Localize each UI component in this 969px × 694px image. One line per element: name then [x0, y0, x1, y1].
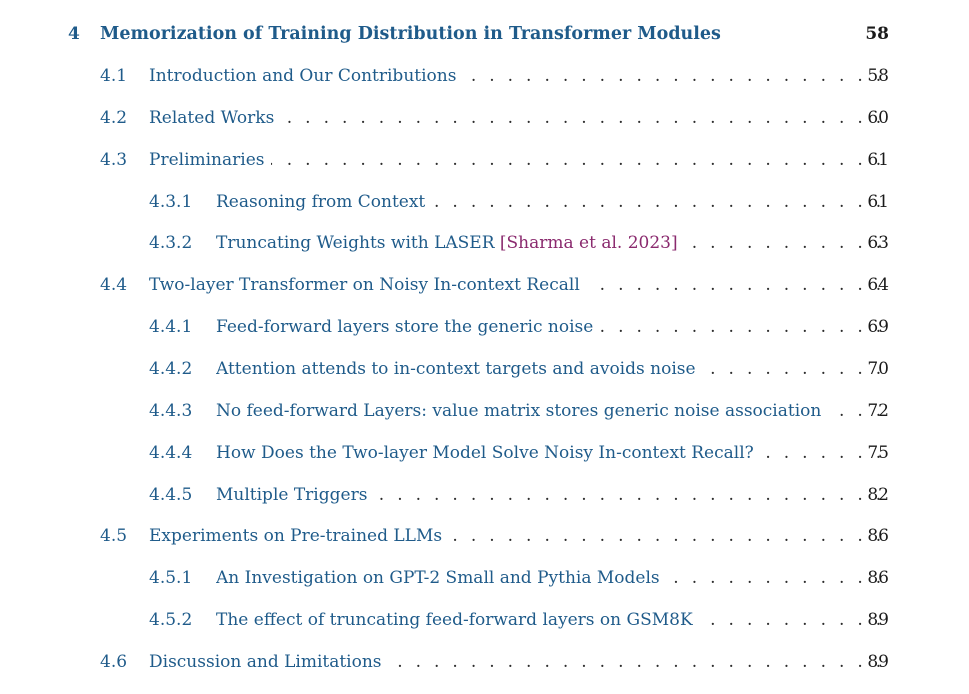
toc-entry-section[interactable]: [0, 521, 969, 551]
toc-entry-title[interactable]: Feed-forward layers store the generic noise: [216, 317, 594, 337]
toc-entry-number: 4.5.2: [149, 610, 193, 630]
citation-link[interactable]: [Sharma et al. 2023]: [499, 233, 678, 253]
dot-leader: [373, 485, 885, 505]
dot-leader: [462, 66, 885, 86]
toc-entry-subsection[interactable]: [0, 354, 969, 384]
toc-entry-page[interactable]: 86: [867, 568, 889, 588]
dot-leader: [431, 192, 885, 212]
toc-entry-title[interactable]: Attention attends to in-context targets and avoids noise: [216, 359, 696, 379]
toc-entry-page[interactable]: 72: [867, 401, 889, 421]
toc-entry-title[interactable]: Discussion and Limitations: [149, 652, 382, 672]
toc-entry-title[interactable]: Experiments on Pre-trained LLMs: [149, 526, 443, 546]
toc-entry-subsection[interactable]: [0, 605, 969, 635]
toc-entry-number: 4: [68, 24, 80, 44]
toc-entry-chapter-4[interactable]: [0, 19, 969, 49]
toc-entry-number: 4.3.2: [149, 233, 193, 253]
toc-entry-subsection[interactable]: [0, 396, 969, 426]
toc-entry-number: 4.5: [100, 526, 128, 546]
toc-entry-number: 4.5.1: [149, 568, 193, 588]
toc-entry-title[interactable]: Related Works: [149, 108, 275, 128]
toc-entry-number: 4.3: [100, 150, 128, 170]
toc-entry-title[interactable]: [216, 233, 684, 253]
toc-entry-page[interactable]: 58: [867, 66, 889, 86]
toc-entry-page[interactable]: 70: [867, 359, 889, 379]
toc-entry-number: 4.4.2: [149, 359, 193, 379]
toc-entry-title[interactable]: Two-layer Transformer on Noisy In-context Recall: [149, 275, 580, 295]
toc-entry-number: 4.3.1: [149, 192, 193, 212]
toc-entry-number: 4.4.5: [149, 485, 193, 505]
toc-entry-page[interactable]: 89: [867, 652, 889, 672]
toc-entry-page[interactable]: 89: [867, 610, 889, 630]
dot-leader: [448, 526, 885, 546]
toc-entry-page[interactable]: 61: [867, 150, 889, 170]
toc-entry-section[interactable]: [0, 61, 969, 91]
toc-entry-page[interactable]: 58: [865, 24, 889, 44]
toc-entry-page[interactable]: 60: [867, 108, 889, 128]
dot-leader: [599, 317, 885, 337]
toc-entry-number: 4.1: [100, 66, 128, 86]
toc-entry-subsection[interactable]: [0, 228, 969, 258]
toc-entry-subsection[interactable]: [0, 563, 969, 593]
toc-entry-page[interactable]: 64: [867, 275, 889, 295]
toc-entry-page[interactable]: 61: [867, 192, 889, 212]
toc-entry-title[interactable]: No feed-forward Layers: value matrix stores generic noise association: [216, 401, 822, 421]
toc-entry-page[interactable]: 69: [867, 317, 889, 337]
toc-entry-number: 4.4.3: [149, 401, 193, 421]
dot-leader: [388, 652, 885, 672]
toc-entry-number: 4.4.1: [149, 317, 193, 337]
toc-entry-title[interactable]: An Investigation on GPT-2 Small and Pythia Models: [216, 568, 660, 588]
toc-entry-title[interactable]: Reasoning from Context: [216, 192, 426, 212]
toc-entry-section[interactable]: [0, 647, 969, 677]
toc-entry-number: 4.4: [100, 275, 128, 295]
toc-entry-page[interactable]: 75: [867, 443, 889, 463]
toc-entry-title[interactable]: Preliminaries: [149, 150, 265, 170]
toc-entry-subsection[interactable]: [0, 438, 969, 468]
toc-entry-number: 4.2: [100, 108, 128, 128]
toc-entry-title[interactable]: How Does the Two-layer Model Solve Noisy In-context Recall?: [216, 443, 754, 463]
toc-entry-number: 4.4.4: [149, 443, 193, 463]
toc-entry-section[interactable]: [0, 103, 969, 133]
toc-entry-page[interactable]: 82: [867, 485, 889, 505]
toc-entry-subsection[interactable]: [0, 480, 969, 510]
toc-entry-section[interactable]: [0, 145, 969, 175]
toc-entry-title[interactable]: Multiple Triggers: [216, 485, 368, 505]
dot-leader: [271, 150, 886, 170]
toc-entry-section[interactable]: [0, 270, 969, 300]
toc-entry-page[interactable]: 86: [867, 526, 889, 546]
toc-entry-title-text: Truncating Weights with LASER: [216, 233, 500, 253]
toc-entry-subsection[interactable]: [0, 312, 969, 342]
dot-leader: [586, 275, 885, 295]
toc-entry-page[interactable]: 63: [867, 233, 889, 253]
toc-entry-number: 4.6: [100, 652, 128, 672]
toc-entry-title[interactable]: The effect of truncating feed-forward layers on GSM8K: [216, 610, 693, 630]
toc-entry-title[interactable]: Memorization of Training Distribution in Transformer Modules: [100, 24, 721, 44]
toc-entry-subsection[interactable]: [0, 187, 969, 217]
toc-entry-title[interactable]: Introduction and Our Contributions: [149, 66, 457, 86]
dot-leader: [280, 108, 885, 128]
